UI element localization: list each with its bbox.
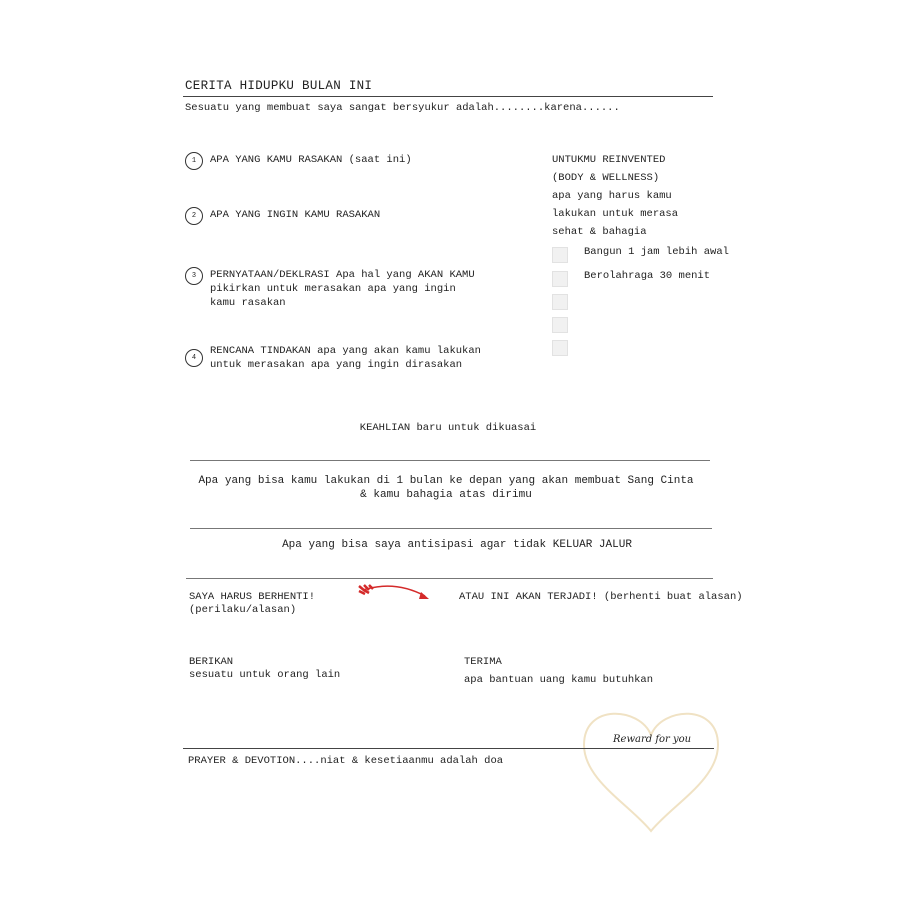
divider <box>183 748 714 749</box>
receive-sub: apa bantuan uang kamu butuhkan <box>464 674 654 686</box>
consequence-text: ATAU INI AKAN TERJADI! (berhenti buat alasan) <box>459 591 743 603</box>
divider <box>183 96 713 97</box>
anticipate-heading: Apa yang bisa saya antisipasi agar tidak KELUAR JALUR <box>282 539 632 551</box>
gratitude-prompt: Sesuatu yang membuat saya sangat bersyukur adalah........karena...... <box>185 102 620 114</box>
month-plan-line: Apa yang bisa kamu lakukan di 1 bulan ke depan yang akan membuat Sang Cinta <box>198 475 694 487</box>
number-badge: 1 <box>185 152 203 170</box>
divider <box>190 528 712 529</box>
page-title: CERITA HIDUPKU BULAN INI <box>185 79 373 93</box>
stop-title: SAYA HARUS BERHENTI! <box>189 591 316 603</box>
question-3-line: PERNYATAAN/DEKLRASI Apa hal yang AKAN KAMU <box>210 269 475 281</box>
question-1: APA YANG KAMU RASAKAN (saat ini) <box>210 154 412 166</box>
wellness-heading: UNTUKMU REINVENTED <box>552 154 666 166</box>
number-badge: 2 <box>185 207 203 225</box>
question-3-line: pikirkan untuk merasakan apa yang ingin <box>210 283 456 295</box>
divider <box>186 578 713 579</box>
wellness-heading: (BODY & WELLNESS) <box>552 172 660 184</box>
month-plan-line: & kamu bahagia atas dirimu <box>360 489 532 501</box>
question-2: APA YANG INGIN KAMU RASAKAN <box>210 209 381 221</box>
prayer-text: PRAYER & DEVOTION....niat & kesetiaanmu adalah doa <box>188 755 504 767</box>
number-badge: 4 <box>185 349 203 367</box>
divider <box>190 460 710 461</box>
question-3-line: kamu rasakan <box>210 297 286 309</box>
checkbox[interactable] <box>552 317 568 333</box>
heart-icon <box>580 705 722 835</box>
receive-title: TERIMA <box>464 656 502 668</box>
checkbox[interactable] <box>552 247 568 263</box>
checklist-label: Bangun 1 jam lebih awal <box>584 246 729 258</box>
checkbox[interactable] <box>552 294 568 310</box>
checklist-label: Berolahraga 30 menit <box>584 270 711 282</box>
reward-label: Reward for you <box>613 734 692 745</box>
wellness-text: lakukan untuk merasa <box>552 208 679 220</box>
number-badge: 3 <box>185 267 203 285</box>
wellness-text: sehat & bahagia <box>552 226 647 238</box>
give-sub: sesuatu untuk orang lain <box>189 669 341 681</box>
checkbox[interactable] <box>552 271 568 287</box>
give-title: BERIKAN <box>189 656 234 668</box>
skill-heading: KEAHLIAN baru untuk dikuasai <box>359 422 537 434</box>
stop-sub: (perilaku/alasan) <box>189 604 297 616</box>
arrow-icon <box>355 582 431 604</box>
question-4-line: RENCANA TINDAKAN apa yang akan kamu lakukan <box>210 345 481 357</box>
question-4-line: untuk merasakan apa yang ingin dirasakan <box>210 359 463 371</box>
checkbox[interactable] <box>552 340 568 356</box>
wellness-text: apa yang harus kamu <box>552 190 672 202</box>
